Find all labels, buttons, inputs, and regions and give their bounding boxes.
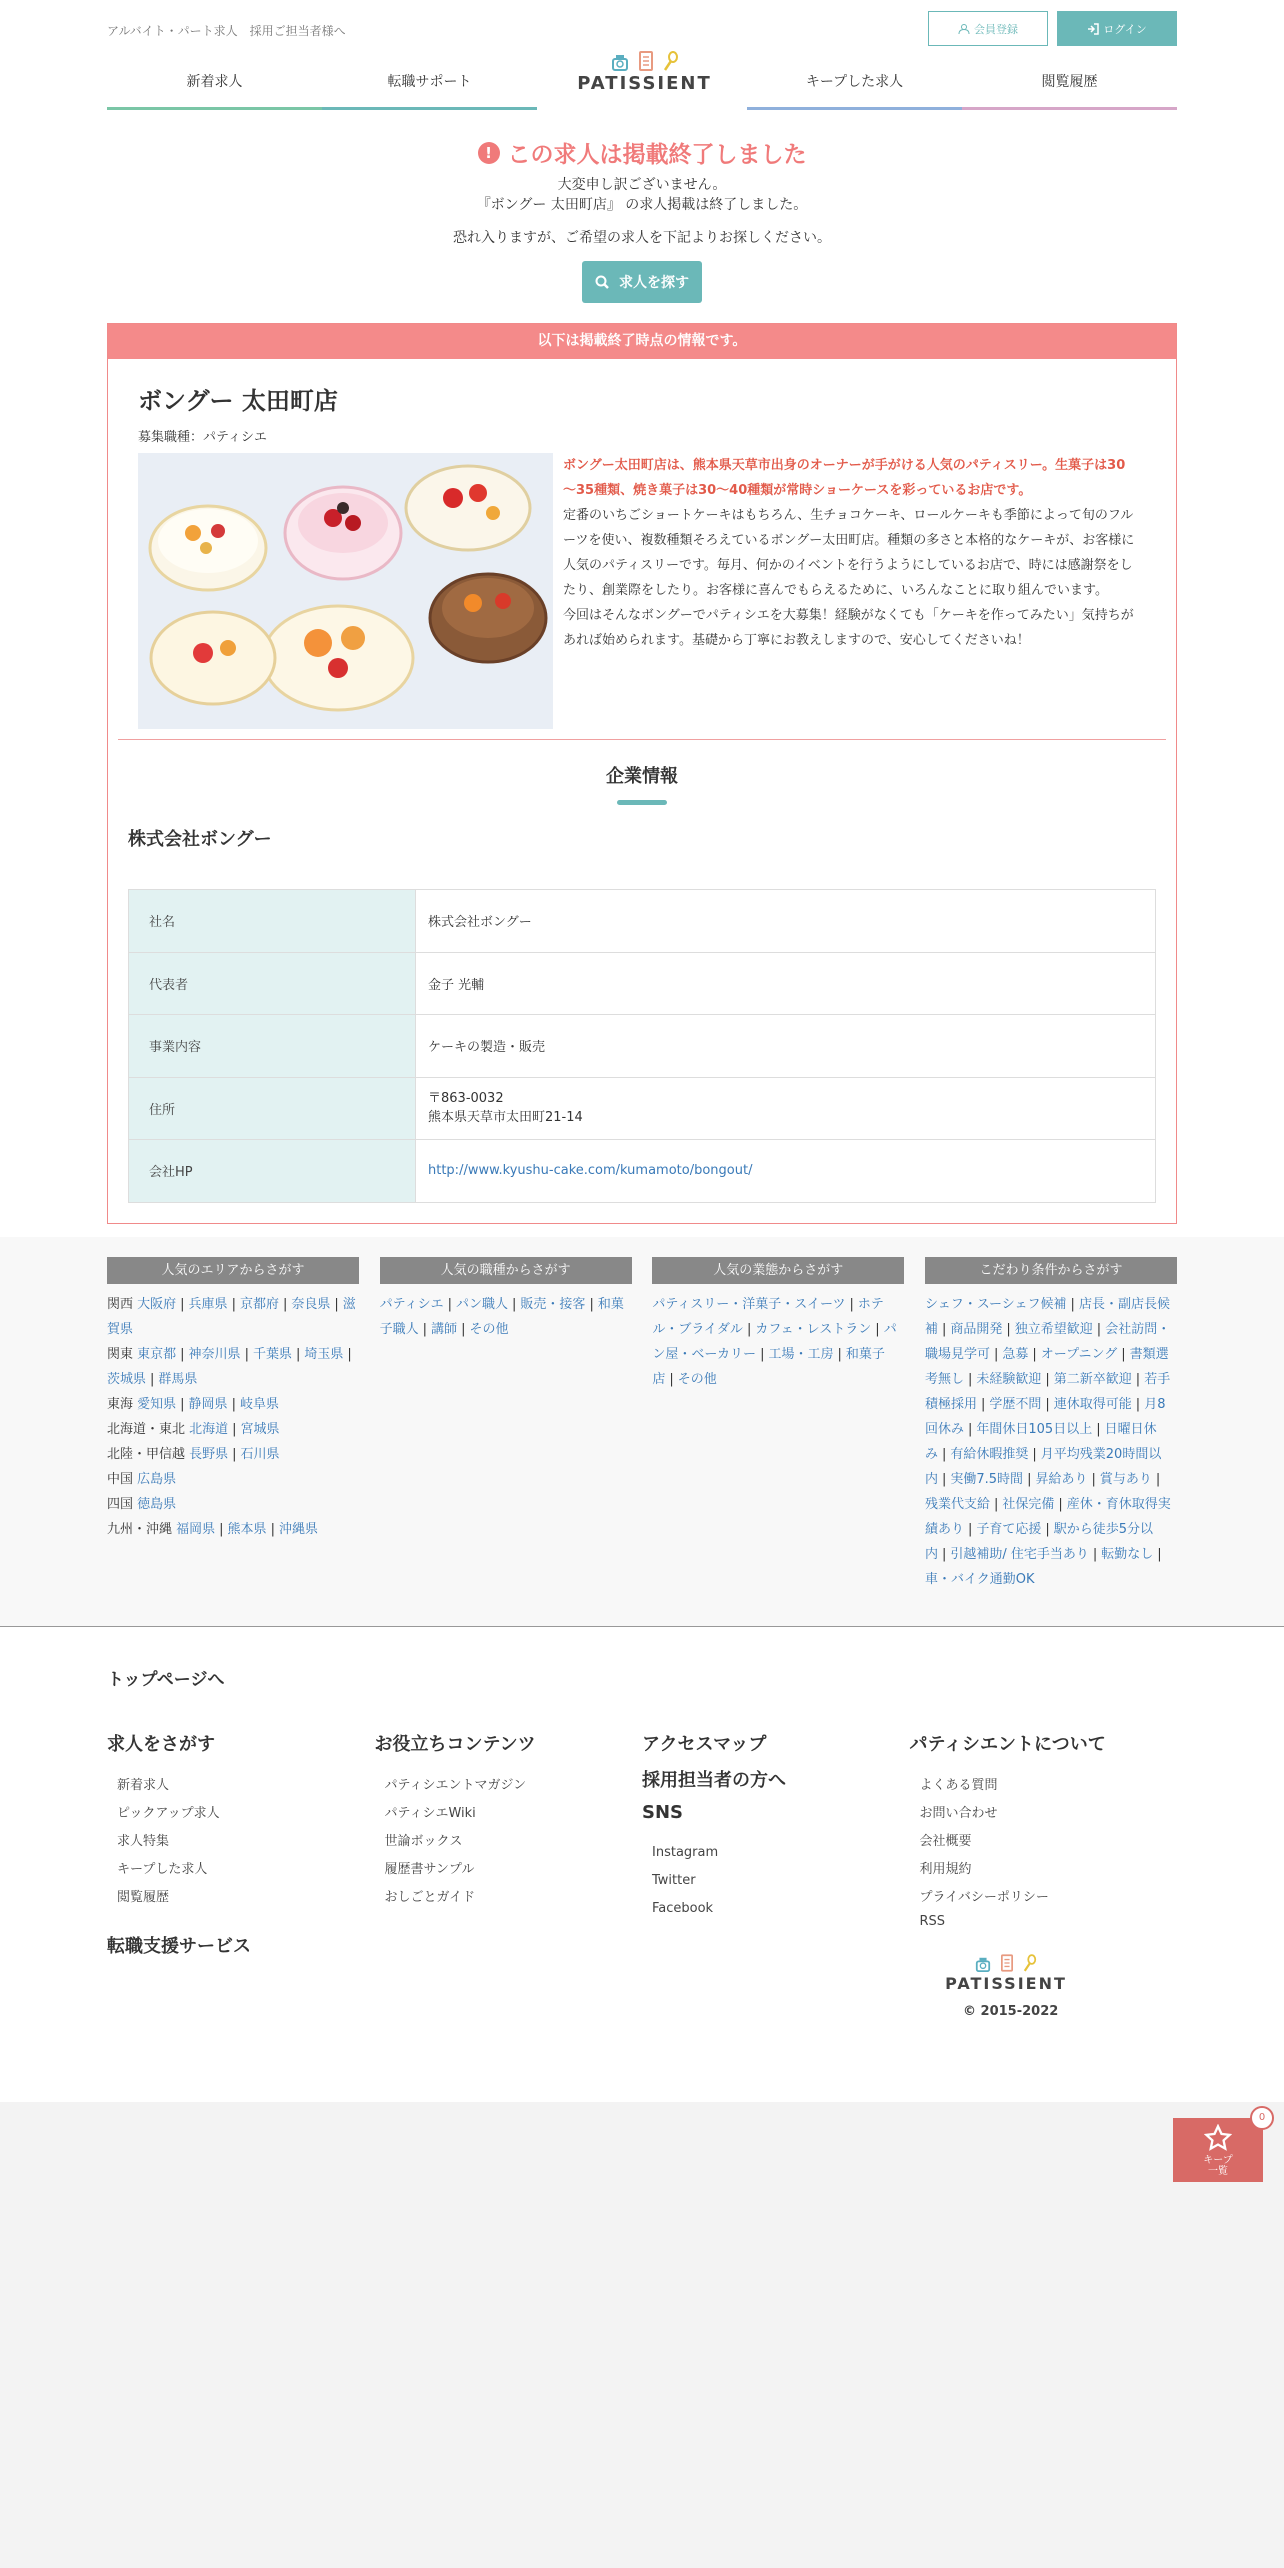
footer-heading[interactable]: お役立ちコンテンツ bbox=[374, 1733, 536, 1755]
separator: | bbox=[180, 1296, 185, 1312]
table-row bbox=[129, 952, 1156, 1015]
search-link[interactable]: 急募 bbox=[1002, 1346, 1029, 1362]
footer-link[interactable]: 新着求人 bbox=[117, 1777, 170, 1793]
ended-title bbox=[107, 136, 1177, 169]
area-heading: 人気のエリアからさがす bbox=[107, 1257, 359, 1284]
region-label: 東海 bbox=[107, 1396, 138, 1412]
nav-kept-jobs[interactable]: キープした求人 bbox=[805, 74, 904, 90]
region-label: 関西 bbox=[107, 1296, 138, 1312]
scale-icon bbox=[611, 53, 629, 71]
search-link[interactable]: 埼玉県 bbox=[304, 1346, 344, 1362]
footer-col-search bbox=[107, 1730, 375, 1958]
search-link[interactable]: オープニング bbox=[1040, 1346, 1118, 1362]
separator: | bbox=[1092, 1546, 1098, 1562]
separator: | bbox=[1121, 1346, 1126, 1362]
separator: | bbox=[461, 1321, 466, 1337]
footer-link-instagram[interactable]: Instagram bbox=[652, 1844, 719, 1860]
ended-message-line: 『ボングー 太田町店』 の求人掲載は終了しました。 bbox=[476, 197, 808, 213]
search-link[interactable]: ホテル・ブライダル bbox=[652, 1296, 884, 1337]
row-label: 事業内容 bbox=[129, 1015, 416, 1078]
search-link[interactable]: 販売・接客 bbox=[520, 1296, 586, 1312]
search-link[interactable]: パン屋・ベーカリー bbox=[652, 1321, 897, 1362]
footer-col-access bbox=[642, 1730, 910, 1958]
nav-new-jobs[interactable]: 新着求人 bbox=[186, 74, 243, 90]
search-link[interactable]: 和菓子職人 bbox=[379, 1296, 624, 1337]
login-button[interactable] bbox=[1057, 11, 1177, 46]
nav-underline bbox=[107, 107, 322, 110]
company-website-link[interactable]: http://www.kyushu-cake.com/kumamoto/bongout/ bbox=[428, 1163, 753, 1179]
logo-text: PATISSIENT bbox=[945, 1974, 1067, 1993]
cakes-photo bbox=[138, 453, 553, 729]
separator: | bbox=[760, 1346, 765, 1362]
separator: | bbox=[941, 1321, 947, 1337]
row-value bbox=[416, 1140, 1156, 1203]
search-link[interactable]: 駅から徒歩5分以内 bbox=[924, 1521, 1154, 1562]
search-links-section bbox=[0, 1237, 1284, 1627]
condition-list bbox=[925, 1292, 1177, 1592]
row-label: 社名 bbox=[129, 890, 416, 953]
area-row bbox=[107, 1492, 359, 1517]
separator: | bbox=[282, 1296, 288, 1312]
separator: | bbox=[334, 1296, 339, 1312]
keep-count-badge: 0 bbox=[1250, 2106, 1274, 2130]
separator: | bbox=[941, 1471, 947, 1487]
login-icon bbox=[1087, 23, 1099, 35]
footer-heading[interactable]: アクセスマップ bbox=[642, 1733, 767, 1755]
ended-message-line: 大変申し訳ございません。 bbox=[557, 177, 727, 193]
search-link[interactable]: 月8回休み bbox=[924, 1396, 1166, 1437]
search-link[interactable]: 石川県 bbox=[240, 1446, 280, 1462]
footer-link[interactable]: キープした求人 bbox=[117, 1861, 208, 1877]
search-link[interactable]: 静岡県 bbox=[188, 1396, 228, 1412]
search-link[interactable]: 東京都 bbox=[137, 1346, 177, 1362]
nav-underline bbox=[747, 107, 962, 110]
area-row bbox=[107, 1517, 359, 1542]
search-jobs-label: 求人を探す bbox=[619, 275, 689, 291]
footer-link[interactable]: 履歴書サンプル bbox=[384, 1861, 475, 1877]
job-description bbox=[563, 453, 1138, 729]
footer-link[interactable]: おしごとガイド bbox=[384, 1889, 476, 1905]
search-link[interactable]: 独立希望歓迎 bbox=[1014, 1321, 1093, 1337]
employer-link[interactable]: アルバイト・パート求人 採用ご担当者様へ bbox=[107, 24, 346, 38]
business-list bbox=[652, 1292, 904, 1392]
separator: | bbox=[875, 1321, 880, 1337]
footer-col-contents bbox=[375, 1730, 643, 1958]
separator: | bbox=[589, 1296, 594, 1312]
search-link[interactable]: 宮城県 bbox=[240, 1421, 280, 1437]
footer-link[interactable]: パティシエントマガジン bbox=[384, 1777, 527, 1793]
search-link[interactable]: 産休・育休取得実績あり bbox=[924, 1496, 1171, 1537]
row-label: 会社HP bbox=[129, 1140, 416, 1203]
separator: | bbox=[746, 1321, 752, 1337]
separator: | bbox=[232, 1446, 237, 1462]
search-link[interactable]: 福岡県 bbox=[176, 1521, 216, 1537]
search-link[interactable]: 賞与あり bbox=[1099, 1471, 1152, 1487]
search-link[interactable]: シェフ・スーシェフ候補 bbox=[924, 1296, 1067, 1312]
area-row bbox=[107, 1292, 359, 1342]
footer-link[interactable]: パティシエWiki bbox=[384, 1805, 476, 1821]
business-column bbox=[652, 1257, 904, 1592]
separator: | bbox=[422, 1321, 428, 1337]
table-row bbox=[129, 890, 1156, 953]
separator: | bbox=[1032, 1346, 1037, 1362]
search-link[interactable]: 広島県 bbox=[137, 1471, 177, 1487]
search-link[interactable]: 若手積極採用 bbox=[924, 1371, 1171, 1412]
separator: | bbox=[231, 1296, 236, 1312]
nav-career-support[interactable]: 転職サポート bbox=[387, 74, 472, 90]
divider bbox=[118, 739, 1166, 740]
search-link[interactable]: 大阪府 bbox=[137, 1296, 177, 1312]
search-link[interactable]: 長野県 bbox=[189, 1446, 229, 1462]
search-link[interactable]: 講師 bbox=[431, 1321, 458, 1337]
search-link[interactable]: 和菓子店 bbox=[652, 1346, 885, 1387]
search-icon bbox=[595, 275, 609, 289]
keep-list-button[interactable] bbox=[1173, 2118, 1263, 2182]
job-type-heading: 人気の職種からさがす bbox=[380, 1257, 632, 1284]
footer-link[interactable]: 利用規約 bbox=[919, 1861, 972, 1877]
footer-link[interactable]: 世論ボックス bbox=[384, 1833, 463, 1849]
search-link[interactable]: 兵庫県 bbox=[188, 1296, 228, 1312]
top-page-link[interactable]: トップページへ bbox=[107, 1669, 225, 1690]
job-body: 定番のいちごショートケーキはもちろん、生チョコケーキ、ロールケーキも季節によって旬のフルーツを使い、複数種類そろえているボングー太田町店。種類の多さと本格的なケーキが、お客様に人気のパティスリーです。毎月、何かのイベントを行うようにしているお店で、時には感謝祭をしたり、創業際をしたり。お客様に喜んでもらえるために、いろんなことに取り組んでいます。 bbox=[563, 508, 1135, 598]
separator: | bbox=[1135, 1396, 1141, 1412]
footer-link-twitter[interactable]: Twitter bbox=[652, 1872, 696, 1888]
nav-underline bbox=[962, 107, 1177, 110]
postal-code: 〒863-0032 bbox=[428, 1091, 504, 1107]
search-link[interactable]: 沖縄県 bbox=[278, 1521, 318, 1537]
ended-title-text: この求人は掲載終了しました bbox=[507, 142, 807, 168]
separator: | bbox=[1096, 1421, 1101, 1437]
separator: | bbox=[993, 1346, 999, 1362]
search-link[interactable]: パン職人 bbox=[456, 1296, 509, 1312]
separator: | bbox=[941, 1546, 947, 1562]
region-label: 北陸・甲信越 bbox=[107, 1446, 190, 1462]
whisk-icon bbox=[663, 51, 679, 71]
table-row bbox=[129, 1015, 1156, 1078]
separator: | bbox=[180, 1346, 185, 1362]
search-link[interactable]: 連休取得可能 bbox=[1053, 1396, 1132, 1412]
search-link[interactable]: 神奈川県 bbox=[188, 1346, 241, 1362]
condition-heading: こだわり条件からさがす bbox=[925, 1257, 1177, 1284]
search-link[interactable]: 子育て応援 bbox=[976, 1521, 1042, 1537]
separator: | bbox=[1155, 1471, 1161, 1487]
title-underline bbox=[617, 800, 667, 805]
search-link[interactable]: 未経験歓迎 bbox=[976, 1371, 1042, 1387]
separator: | bbox=[967, 1421, 973, 1437]
star-icon bbox=[1204, 2124, 1232, 2152]
job-type-column bbox=[380, 1257, 632, 1592]
separator: | bbox=[1157, 1546, 1162, 1562]
separator: | bbox=[849, 1296, 854, 1312]
search-link[interactable]: 奈良県 bbox=[291, 1296, 331, 1312]
separator: | bbox=[941, 1446, 947, 1462]
search-link[interactable]: パティスリー・洋菓子・スイーツ bbox=[652, 1296, 846, 1312]
footer-heading[interactable]: パティシエントについて bbox=[909, 1733, 1106, 1755]
search-link[interactable]: 北海道 bbox=[189, 1421, 229, 1437]
separator: | bbox=[150, 1371, 155, 1387]
search-link[interactable]: 第二新卒歓迎 bbox=[1053, 1371, 1132, 1387]
row-value: 株式会社ボングー bbox=[416, 890, 1156, 953]
table-row bbox=[129, 1140, 1156, 1203]
alert-icon: ! bbox=[478, 142, 500, 164]
separator: | bbox=[270, 1521, 275, 1537]
separator: | bbox=[967, 1371, 973, 1387]
search-link[interactable]: 群馬県 bbox=[158, 1371, 198, 1387]
separator: | bbox=[180, 1396, 185, 1412]
search-link[interactable]: 店長・副店長候補 bbox=[924, 1296, 1170, 1337]
separator: | bbox=[231, 1396, 236, 1412]
separator: | bbox=[1045, 1396, 1050, 1412]
separator: | bbox=[837, 1346, 842, 1362]
search-link[interactable]: 社保完備 bbox=[1002, 1496, 1055, 1512]
search-link[interactable]: その他 bbox=[469, 1321, 509, 1337]
job-type-list bbox=[380, 1292, 632, 1342]
search-jobs-button[interactable] bbox=[582, 261, 702, 303]
search-link[interactable]: 千葉県 bbox=[252, 1346, 292, 1362]
ended-message bbox=[107, 175, 1177, 215]
search-link[interactable]: 岐阜県 bbox=[239, 1396, 279, 1412]
job-title: ボングー 太田町店 bbox=[138, 387, 338, 415]
job-body: 今回はそんなボングーでパティシエを大募集！経験がなくても「ケーキを作ってみたい」気持ちがあれば始められます。基礎から丁寧にお教えしますので、安心してくださいね！ bbox=[563, 608, 1134, 648]
row-value: 金子 光輔 bbox=[416, 952, 1156, 1015]
search-link[interactable]: 実働7.5時間 bbox=[950, 1471, 1024, 1487]
area-row bbox=[107, 1392, 359, 1417]
global-nav bbox=[107, 55, 1177, 110]
footer-link[interactable]: 求人特集 bbox=[117, 1833, 170, 1849]
search-link[interactable]: 日曜日休み bbox=[924, 1421, 1157, 1462]
area-row bbox=[107, 1417, 359, 1442]
separator: | bbox=[1027, 1471, 1032, 1487]
scale-icon bbox=[975, 1956, 991, 1972]
separator: | bbox=[967, 1521, 973, 1537]
area-row bbox=[107, 1342, 359, 1392]
separator: | bbox=[1096, 1321, 1102, 1337]
footer-col-about bbox=[910, 1730, 1178, 1958]
ended-message-search: 恐れ入りますが、ご希望の求人を下記よりお探しください。 bbox=[453, 230, 831, 246]
search-link[interactable]: 京都府 bbox=[239, 1296, 279, 1312]
login-label: ログイン bbox=[1103, 22, 1147, 36]
row-value: ケーキの製造・販売 bbox=[416, 1015, 1156, 1078]
footer-heading: SNS bbox=[642, 1801, 683, 1823]
search-link[interactable]: 学歴不問 bbox=[989, 1396, 1042, 1412]
register-label: 会員登録 bbox=[974, 22, 1018, 36]
region-label: 四国 bbox=[107, 1496, 138, 1512]
footer-heading[interactable]: 求人をさがす bbox=[107, 1733, 215, 1755]
table-row bbox=[129, 1077, 1156, 1140]
recipe-card-icon bbox=[1001, 1954, 1013, 1972]
recipe-card-icon bbox=[639, 51, 653, 71]
separator: | bbox=[219, 1521, 224, 1537]
keep-label: キープ bbox=[1203, 2155, 1233, 2166]
nav-history[interactable]: 閲覧履歴 bbox=[1041, 74, 1098, 90]
search-link[interactable]: 有給休暇推奨 bbox=[950, 1446, 1029, 1462]
address: 熊本県天草市太田町21-14 bbox=[428, 1110, 583, 1126]
area-row bbox=[107, 1442, 359, 1467]
search-link[interactable]: 年間休日105日以上 bbox=[976, 1421, 1093, 1437]
search-link[interactable]: 滋賀県 bbox=[107, 1296, 356, 1337]
separator: | bbox=[669, 1371, 674, 1387]
separator: | bbox=[512, 1296, 517, 1312]
job-lead: ボングー太田町店は、熊本県天草市出身のオーナーが手がける人気のパティスリー。生菓子は30～35種類、焼き菓子は30～40種類が常時ショーケースを彩っているお店です。 bbox=[563, 458, 1126, 498]
separator: | bbox=[1045, 1521, 1050, 1537]
search-link[interactable]: 書類選考無し bbox=[924, 1346, 1169, 1387]
footer-heading[interactable]: 転職支援サービス bbox=[107, 1935, 251, 1957]
nav-underline bbox=[322, 107, 537, 110]
search-link[interactable]: カフェ・レストラン bbox=[755, 1321, 872, 1337]
search-link[interactable]: 茨城県 bbox=[107, 1371, 147, 1387]
company-info-table bbox=[128, 889, 1156, 1203]
separator: | bbox=[1032, 1446, 1037, 1462]
footer-link[interactable]: プライバシーポリシー bbox=[919, 1889, 1049, 1905]
separator: | bbox=[1091, 1471, 1096, 1487]
search-link[interactable]: 月平均残業20時間以内 bbox=[924, 1446, 1162, 1487]
region-label: 九州・沖縄 bbox=[107, 1521, 177, 1537]
search-link[interactable]: 商品開発 bbox=[950, 1321, 1003, 1337]
footer-link[interactable]: ピックアップ求人 bbox=[117, 1805, 220, 1821]
search-link[interactable]: 引越補助/ 住宅手当あり bbox=[950, 1546, 1089, 1562]
separator: | bbox=[1135, 1371, 1141, 1387]
area-row bbox=[107, 1467, 359, 1492]
search-link[interactable]: 徳島県 bbox=[137, 1496, 177, 1512]
separator: | bbox=[295, 1346, 301, 1362]
footer-link[interactable]: よくある質問 bbox=[919, 1777, 998, 1793]
separator: | bbox=[1006, 1321, 1011, 1337]
site-logo[interactable] bbox=[577, 49, 712, 94]
top-bar bbox=[107, 0, 1177, 55]
search-link[interactable]: 残業代支給 bbox=[924, 1496, 990, 1512]
register-button[interactable] bbox=[928, 11, 1048, 46]
separator: | bbox=[980, 1396, 986, 1412]
footer bbox=[107, 1665, 1177, 1958]
search-link[interactable]: 昇給あり bbox=[1035, 1471, 1088, 1487]
user-icon bbox=[958, 23, 970, 35]
row-label: 代表者 bbox=[129, 952, 416, 1015]
archived-banner: 以下は掲載終了時点の情報です。 bbox=[108, 324, 1176, 359]
logo-text: PATISSIENT bbox=[577, 73, 712, 94]
search-link[interactable]: 車・バイク通勤OK bbox=[924, 1571, 1035, 1587]
search-link[interactable]: 熊本県 bbox=[227, 1521, 267, 1537]
region-label: 北海道・東北 bbox=[107, 1421, 190, 1437]
row-value bbox=[416, 1077, 1156, 1140]
company-section-title: 企業情報 bbox=[606, 766, 678, 787]
job-detail-box bbox=[107, 323, 1177, 1224]
separator: | bbox=[232, 1421, 237, 1437]
footer-link[interactable]: お問い合わせ bbox=[919, 1805, 998, 1821]
search-link[interactable]: 転勤なし bbox=[1101, 1546, 1154, 1562]
separator: | bbox=[347, 1346, 352, 1362]
footer-link-facebook[interactable]: Facebook bbox=[652, 1900, 714, 1916]
row-label: 住所 bbox=[129, 1077, 416, 1140]
company-name: 株式会社ボングー bbox=[128, 829, 272, 850]
search-link[interactable]: その他 bbox=[677, 1371, 717, 1387]
search-link[interactable]: パティシエ bbox=[379, 1296, 444, 1312]
copyright: © 2015-2022 bbox=[963, 2004, 1059, 2019]
footer-link[interactable]: 会社概要 bbox=[919, 1833, 972, 1849]
job-type: 募集職種：パティシエ bbox=[138, 430, 267, 445]
area-column bbox=[107, 1257, 359, 1592]
area-list bbox=[107, 1292, 359, 1542]
separator: | bbox=[1058, 1496, 1063, 1512]
footer-link[interactable]: RSS bbox=[919, 1913, 946, 1929]
separator: | bbox=[1045, 1371, 1050, 1387]
separator: | bbox=[447, 1296, 453, 1312]
footer-logo[interactable] bbox=[942, 1950, 1070, 1993]
condition-column bbox=[925, 1257, 1177, 1592]
separator: | bbox=[993, 1496, 999, 1512]
search-link[interactable]: 愛知県 bbox=[137, 1396, 177, 1412]
footer-link[interactable]: 閲覧履歴 bbox=[117, 1889, 170, 1905]
search-link[interactable]: 工場・工房 bbox=[768, 1346, 834, 1362]
search-link[interactable]: 会社訪問・職場見学可 bbox=[924, 1321, 1171, 1362]
keep-label: 一覧 bbox=[1208, 2166, 1228, 2177]
region-label: 中国 bbox=[107, 1471, 138, 1487]
separator: | bbox=[1070, 1296, 1075, 1312]
region-label: 関東 bbox=[107, 1346, 138, 1362]
separator: | bbox=[244, 1346, 249, 1362]
business-heading: 人気の業態からさがす bbox=[652, 1257, 904, 1284]
whisk-icon bbox=[1023, 1954, 1037, 1972]
footer-heading[interactable]: 採用担当者の方へ bbox=[642, 1769, 786, 1791]
